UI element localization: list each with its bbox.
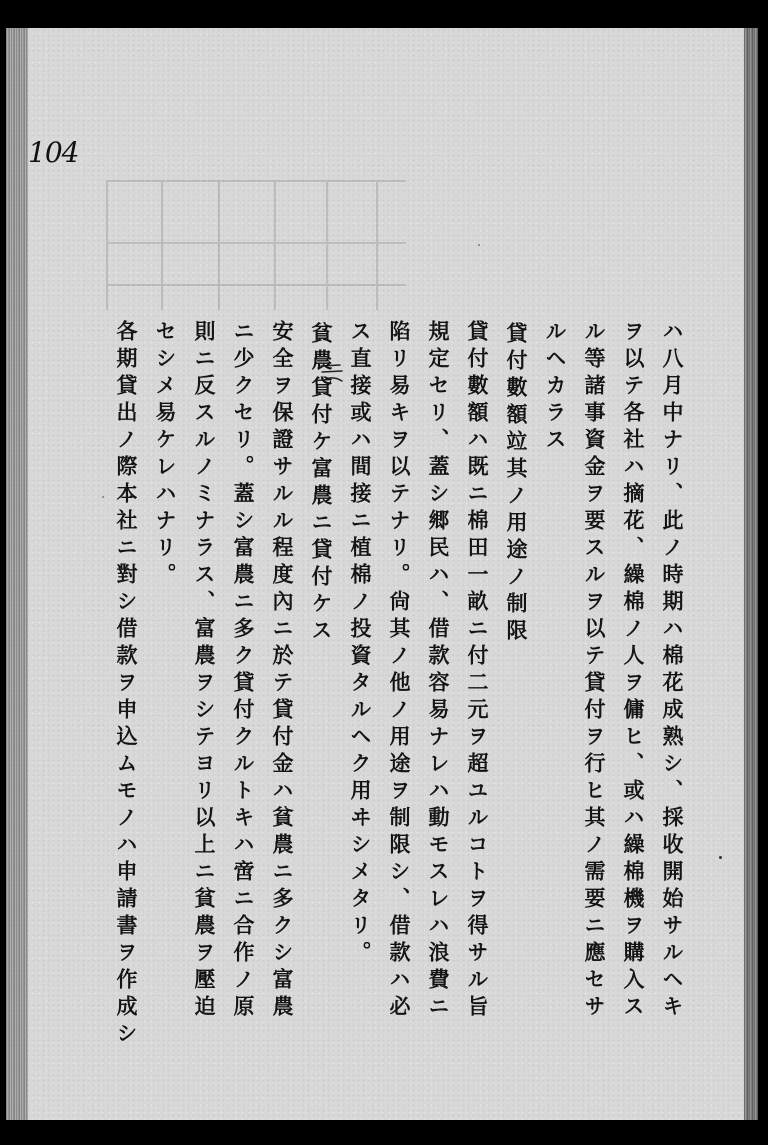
page-number: 104 bbox=[28, 136, 79, 169]
text-line: 安全ヲ保證サルル程度內ニ於テ貸付金ハ貧農ニ多クシ富農 bbox=[270, 320, 295, 1022]
text-line: 各期貸出ノ際本社ニ對シ借款ヲ申込ムモノハ申請書ヲ作成シ bbox=[114, 320, 139, 1049]
text-line: ハ八月中ナリ、此ノ時期ハ棉花成熟シ、採收開始サルヘキ bbox=[660, 320, 685, 1022]
dust-speck bbox=[719, 856, 722, 859]
text-line: 貸付數額ハ既ニ棉田一畝ニ付二元ヲ超ユルコトヲ得サル旨 bbox=[465, 320, 490, 1022]
text-line: ヲ以テ各社ハ摘花、繰棉ノ人ヲ傭ヒ、或ハ繰棉機ヲ購入ス bbox=[621, 320, 646, 1022]
section-heading: 貸付數額竝其ノ用途ノ制限 bbox=[504, 322, 529, 646]
text-line: 規定セリ、蓋シ郷民ハ、借款容易ナレハ動モスレハ浪費ニ bbox=[426, 320, 451, 1022]
text-line: ス直接或ハ間接ニ植棉ノ投資タルヘク用ヰシメタリ。 bbox=[348, 320, 373, 968]
page-binding-edge bbox=[6, 28, 28, 1120]
text-line: ル等諸事資金ヲ要スルヲ以テ貸付ヲ行ヒ其ノ需要ニ應セサ bbox=[582, 320, 607, 1022]
text-line: セシメ易ケレハナリ。 bbox=[153, 320, 178, 590]
bleed-through-table bbox=[106, 180, 406, 310]
vertical-body-text bbox=[107, 320, 692, 1080]
page-fore-edge bbox=[744, 28, 758, 1120]
text-line: ルヘカラス bbox=[543, 320, 568, 455]
text-line: 陷リ易キヲ以テナリ。尙其ノ他ノ用途ヲ制限シ、借款ハ必 bbox=[387, 320, 412, 1022]
book-page bbox=[6, 28, 758, 1120]
text-line: ニ少クセリ。蓋シ富農ニ多ク貸付クルトキハ啻ニ合作ノ原 bbox=[231, 320, 256, 1022]
section-heading: 貧農貸付ケ富農ニ貸付ケス bbox=[309, 322, 334, 646]
dust-speck bbox=[478, 244, 480, 246]
dust-speck bbox=[102, 496, 104, 498]
text-line: 則ニ反スルノミナラス、富農ヲシテヨリ以上ニ貧農ヲ壓迫 bbox=[192, 320, 217, 1022]
